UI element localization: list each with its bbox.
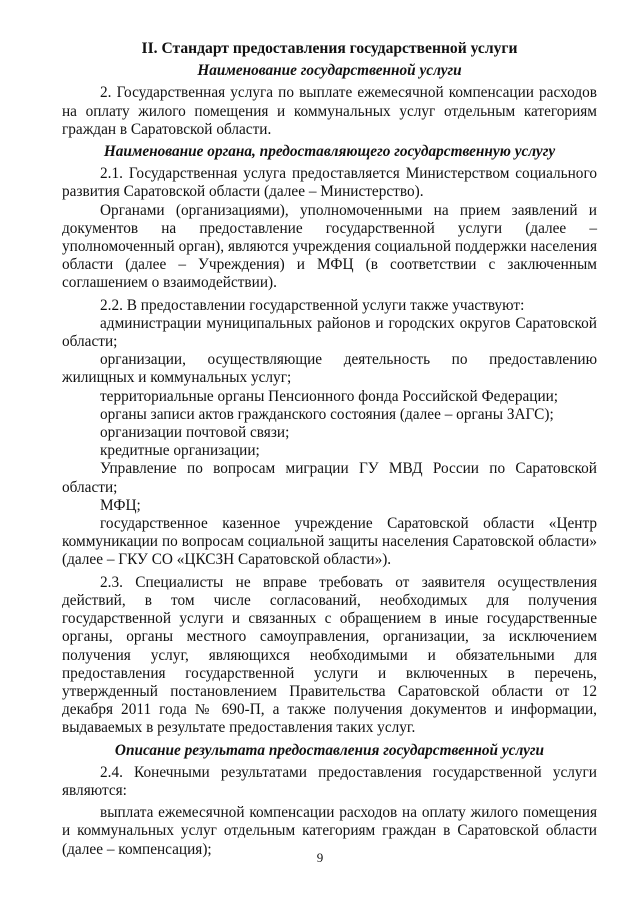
list-item: кредитные организации; (100, 442, 260, 460)
list-item: организации почтовой связи; (100, 424, 290, 442)
list-item: территориальные органы Пенсионного фонда Российской Федерации; (100, 387, 559, 405)
paragraph: 2.1. Государственная услуга предоставляется Министерством социального развития Саратовской области (далее – Министерство). (62, 165, 597, 201)
paragraph: Органами (организациями), уполномоченными на прием заявлений и документов на предоставление государственной услуги (далее – уполномоченный орган), являются учреждения социальной поддержки населения области (далее – Учреждения) и МФЦ (в соответствии с заключенным соглашением о взаимодействии). (62, 201, 597, 292)
paragraph: 2. Государственная услуга по выплате ежемесячной компенсации расходов на оплату жилого помещения и коммунальных услуг отдельным категориям граждан в Саратовской области. (62, 84, 597, 138)
list-item: МФЦ; (100, 496, 141, 514)
paragraph: 2.3. Специалисты не вправе требовать от заявителя осуществления действий, в том числе согласований, необходимых для получения государственной услуги и связанных с обращением в иные государственные органы, органы местного самоуправления, организации, за исключением получения услуг, являющихся необходимыми и обязательными для предоставления государственной услуги и включенных в перечень, утвержденный постановлением Правительства Саратовской области от 12 декабря 2011 года № 690-П, а также получения документов и информации, выдаваемых в результате предоставления таких услуг. (62, 573, 597, 737)
subheading-service-name: Наименование государственной услуги (197, 62, 462, 80)
section-title: II. Стандарт предоставления государственной услуги (141, 40, 518, 57)
list-item: Управление по вопросам миграции ГУ МВД России по Саратовской области; (62, 460, 597, 496)
subheading-result-description: Описание результата предоставления государственной услуги (114, 741, 545, 759)
page-number: 9 (316, 850, 324, 865)
subheading-provider-organ: Наименование органа, предоставляющего государственную услугу (103, 143, 556, 161)
list-item: администрации муниципальных районов и городских округов Саратовской области; (62, 314, 597, 351)
document-page (62, 40, 597, 859)
paragraph: 2.2. В предоставлении государственной услуги также участвуют: (100, 296, 525, 314)
list-item: организации, осуществляющие деятельность по предоставлению жилищных и коммунальных услуг; (62, 351, 597, 387)
list-item: органы записи актов гражданского состояния (далее – органы ЗАГС); (100, 405, 554, 423)
paragraph: 2.4. Конечными результатами предоставления государственной услуги являются: (62, 763, 597, 799)
list-item: государственное казенное учреждение Саратовской области «Центр коммуникации по вопросам социальной защиты населения Саратовской области» (далее – ГКУ СО «ЦКСЗН Саратовской области»). (62, 515, 597, 569)
list-item: выплата ежемесячной компенсации расходов на оплату жилого помещения и коммунальных услуг отдельным категориям граждан в Саратовской области (далее – компенсация); (62, 804, 597, 858)
